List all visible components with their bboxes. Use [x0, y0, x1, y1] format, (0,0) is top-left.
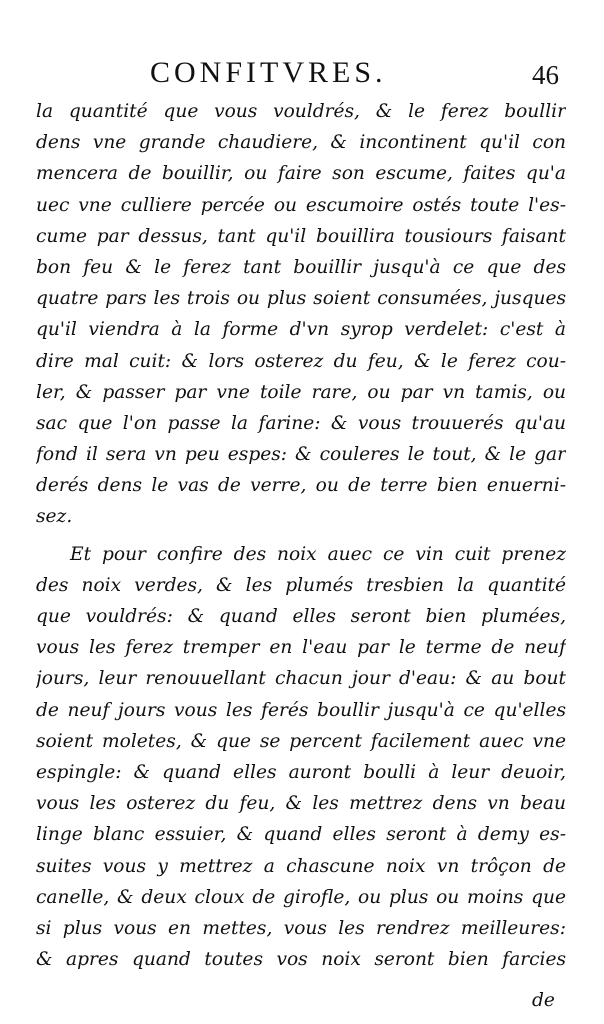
text-line: dens vne grande chaudiere, & incontinent qu'il con — [36, 132, 566, 154]
page-header — [0, 52, 604, 92]
text-line: que vouldrés: & quand elles seront bien plumées, — [36, 606, 566, 627]
text-line: jours, leur renouuellant chacun jour d'eau: & au bout — [36, 668, 566, 690]
running-title: CONFITVRES. — [150, 56, 387, 89]
catchword: de — [532, 990, 555, 1011]
text-line: si plus vous en mettes, vous les rendrez meilleures: — [36, 917, 566, 939]
text-line: de neuf jours vous les ferés boullir jusqu'à ce qu'elles — [36, 699, 566, 721]
text-line: des noix verdes, & les plumés tresbien la quantité — [36, 574, 566, 596]
text-line: linge blanc essuier, & quand elles seront à demy es- — [36, 824, 566, 846]
body-text — [36, 96, 566, 975]
text-line: espingle: & quand elles auront boulli à leur deuoir, — [36, 761, 566, 783]
text-line: qu'il viendra à la forme d'vn syrop verdelet: c'est à — [36, 319, 566, 341]
paragraph-start-line: Et pour confire des noix auec ce vin cuit prenez — [70, 543, 566, 565]
text-line: vous les osterez du feu, & les mettrez dens vn beau — [36, 793, 566, 815]
text-line: sac que l'on passe la farine: & vous trouuerés qu'au — [36, 412, 566, 434]
text-line: quatre pars les trois ou plus soient consumées, jusques — [36, 288, 566, 310]
page-number: 46 — [532, 60, 559, 90]
text-line: ler, & passer par vne toile rare, ou par vn tamis, ou — [36, 381, 566, 403]
text-line: fond il sera vn peu espes: & couleres le tout, & le gar — [36, 444, 566, 466]
text-line: bon feu & le ferez tant bouillir jusqu'à ce que des — [36, 256, 566, 278]
text-line: mencera de bouillir, ou faire son escume, faites qu'a — [36, 163, 566, 185]
text-line: soient moletes, & que se percent facilement auec vne — [36, 730, 566, 752]
text-line: la quantité que vous vouldrés, & le ferez boullir — [36, 101, 566, 122]
text-line: sez. — [36, 506, 73, 528]
text-line: vous les ferez tremper en l'eau par le terme de neuf — [36, 637, 566, 659]
text-line: derés dens le vas de verre, ou de terre bien enuerni- — [36, 475, 566, 497]
text-line: & apres quand toutes vos noix seront bien farcies — [36, 949, 566, 971]
text-line: canelle, & deux cloux de girofle, ou plus ou moins que — [36, 886, 566, 908]
text-line: dire mal cuit: & lors osterez du feu, & le ferez cou- — [36, 350, 566, 372]
text-line: uec vne culliere percée ou escumoire ostés toute l'es- — [36, 194, 566, 216]
text-line: cume par dessus, tant qu'il bouillira tousiours faisant — [36, 225, 566, 247]
text-line: suites vous y mettrez a chascune noix vn trôçon de — [36, 855, 566, 877]
